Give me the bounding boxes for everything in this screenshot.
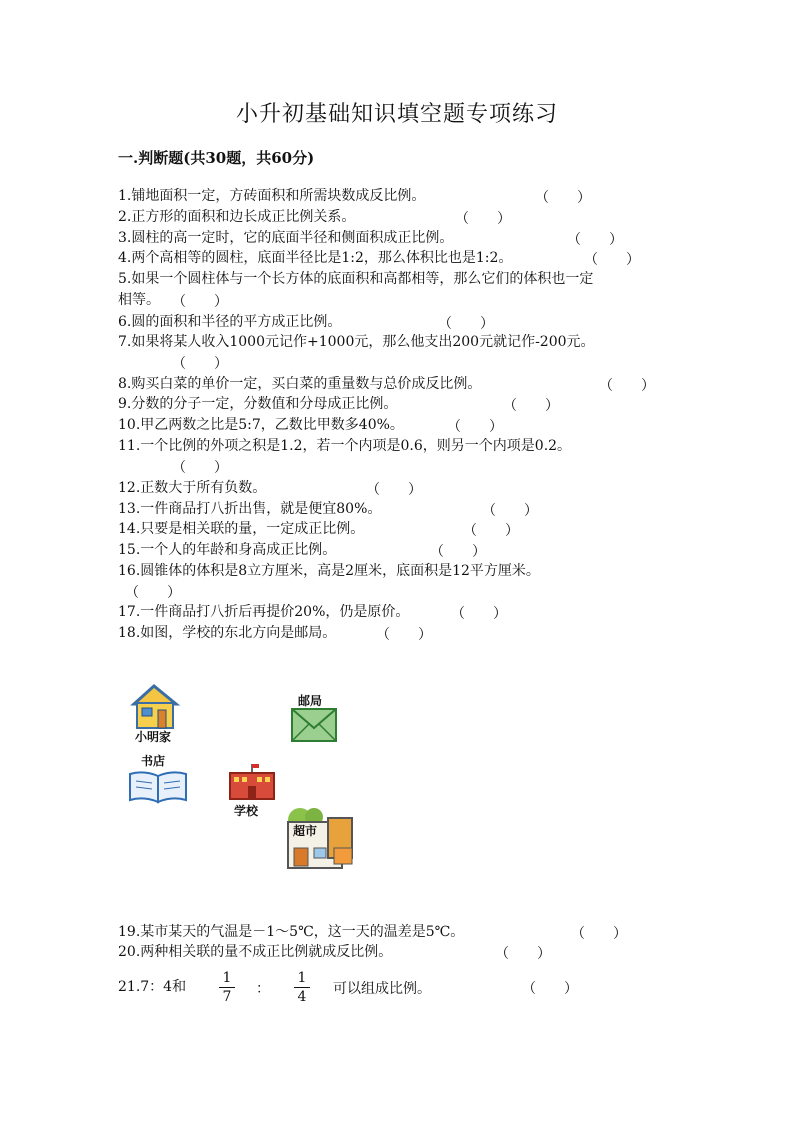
question-13: 13.一件商品打八折出售，就是便宜80%。 <box>118 501 382 517</box>
answer-blank-2[interactable]: （ ） <box>455 211 511 227</box>
question-8: 8.购买白菜的单价一定，买白菜的重量数与总价成反比例。 <box>118 376 482 392</box>
fraction-1-denominator: 7 <box>222 989 232 1005</box>
answer-blank-1[interactable]: （ ） <box>535 190 591 206</box>
answer-blank-18[interactable]: （ ） <box>376 627 432 643</box>
question-18: 18.如图，学校的东北方向是邮局。 <box>118 625 337 641</box>
answer-blank-6[interactable]: （ ） <box>438 316 494 332</box>
supermarket-icon <box>284 808 358 870</box>
question-12: 12.正数大于所有负数。 <box>118 480 267 496</box>
answer-blank-14[interactable]: （ ） <box>463 523 519 539</box>
label-home: 小明家 <box>135 730 172 744</box>
question-16: 16.圆锥体的体积是8立方厘米，高是2厘米，底面积是12平方厘米。 <box>118 563 540 579</box>
ratio-colon: ： <box>256 981 270 997</box>
answer-blank-17[interactable]: （ ） <box>451 606 507 622</box>
question-21-suffix: 可以组成比例。 <box>333 981 431 997</box>
answer-blank-3[interactable]: （ ） <box>567 232 623 248</box>
question-7: 7.如果将某人收入1000元记作+1000元，那么他支出200元就记作-200元。 <box>118 334 595 350</box>
question-9: 9.分数的分子一定，分数值和分母成正比例。 <box>118 396 398 412</box>
answer-blank-9[interactable]: （ ） <box>503 398 559 414</box>
question-10: 10.甲乙两数之比是5:7，乙数比甲数多40%。 <box>118 417 404 433</box>
answer-blank-5[interactable]: （ ） <box>172 294 228 310</box>
school-icon <box>228 764 276 800</box>
answer-blank-4[interactable]: （ ） <box>584 252 640 268</box>
question-17: 17.一件商品打八折后再提价20%，仍是原价。 <box>118 604 410 620</box>
answer-blank-19[interactable]: （ ） <box>571 926 627 942</box>
question-21-prefix: 21.7：4和 <box>118 979 187 995</box>
fraction-one-quarter <box>294 970 310 1005</box>
question-1: 1.铺地面积一定，方砖面积和所需块数成反比例。 <box>118 188 426 204</box>
question-19: 19.某市某天的气温是－1～5℃，这一天的温差是5℃。 <box>118 924 465 940</box>
page-title: 小升初基础知识填空题专项练习 <box>235 102 558 127</box>
fraction-2-numerator: 1 <box>297 970 307 986</box>
question-3: 3.圆柱的高一定时，它的底面半径和侧面积成正比例。 <box>118 230 454 246</box>
label-bookstore: 书店 <box>141 754 166 768</box>
label-post-office: 邮局 <box>298 694 323 708</box>
answer-blank-7[interactable]: （ ） <box>172 356 228 372</box>
question-4: 4.两个高相等的圆柱，底面半径比是1:2，那么体积比也是1:2。 <box>118 250 513 266</box>
question-5-line-2: 相等。 <box>118 292 160 308</box>
question-15: 15.一个人的年龄和身高成正比例。 <box>118 542 337 558</box>
answer-blank-20[interactable]: （ ） <box>495 946 551 962</box>
fraction-1-numerator: 1 <box>222 970 232 986</box>
label-school: 学校 <box>234 804 259 818</box>
answer-blank-13[interactable]: （ ） <box>482 503 538 519</box>
label-supermarket: 超市 <box>293 824 318 838</box>
answer-blank-21[interactable]: （ ） <box>522 981 578 997</box>
question-20: 20.两种相关联的量不成正比例就成反比例。 <box>118 944 393 960</box>
answer-blank-10[interactable]: （ ） <box>447 419 503 435</box>
book-icon <box>128 768 188 804</box>
question-2: 2.正方形的面积和边长成正比例关系。 <box>118 209 356 225</box>
question-6: 6.圆的面积和半径的平方成正比例。 <box>118 314 342 330</box>
question-5-line-1: 5.如果一个圆柱体与一个长方体的底面积和高都相等，那么它们的体积也一定 <box>118 271 594 287</box>
answer-blank-8[interactable]: （ ） <box>599 378 655 394</box>
section-heading: 一.判断题(共30题，共60分) <box>118 149 315 167</box>
answer-blank-15[interactable]: （ ） <box>430 544 486 560</box>
question-11: 11.一个比例的外项之积是1.2，若一个内项是0.6，则另一个内项是0.2。 <box>118 438 572 454</box>
fraction-2-denominator: 4 <box>297 989 307 1005</box>
house-icon <box>130 684 182 730</box>
envelope-icon <box>291 708 337 742</box>
answer-blank-12[interactable]: （ ） <box>366 482 422 498</box>
question-14: 14.只要是相关联的量，一定成正比例。 <box>118 521 365 537</box>
answer-blank-16[interactable]: （ ） <box>125 585 181 601</box>
answer-blank-11[interactable]: （ ） <box>172 460 228 476</box>
fraction-one-seventh <box>219 970 235 1005</box>
